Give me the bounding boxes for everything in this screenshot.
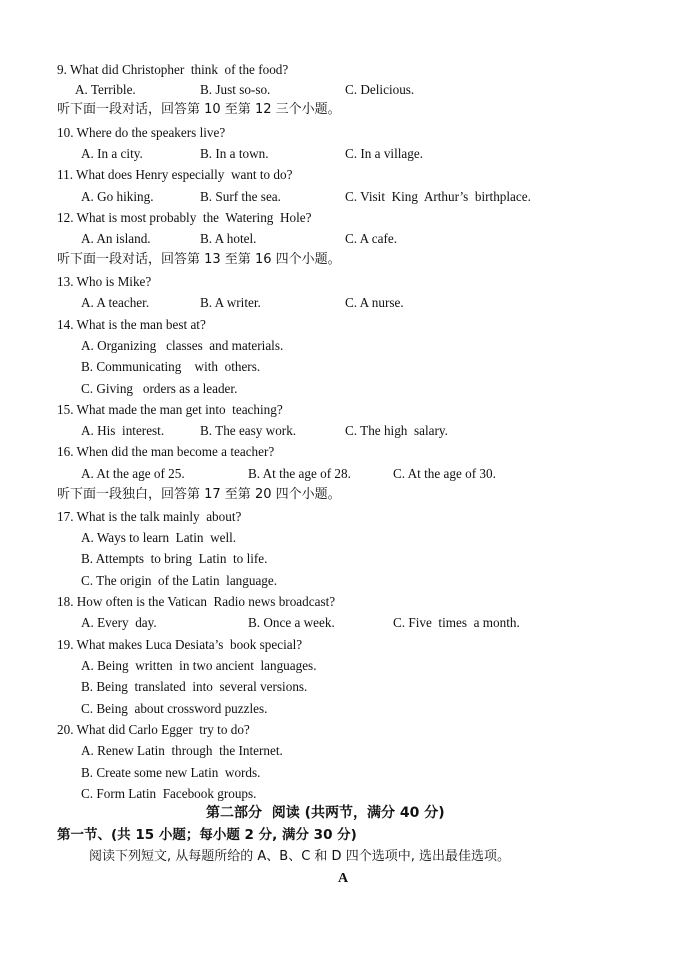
option-9c: C. Delicious. — [345, 82, 415, 97]
section-instruction-13-16: 听下面一段对话，回答第 13 至第 16 四个小题。 — [57, 252, 341, 267]
question-11: 11. What does Henry especially want to do? — [57, 167, 293, 182]
question-19: 19. What makes Luca Desiata’s book special? — [57, 637, 303, 652]
question-13: 13. Who is Mike? — [57, 274, 152, 289]
option-19c: C. Being about crossword puzzles. — [81, 701, 268, 716]
option-10b: B. In a town. — [200, 146, 269, 161]
option-18a: A. Every day. — [81, 615, 157, 630]
option-17b: B. Attempts to bring Latin to life. — [81, 551, 268, 566]
option-9b: B. Just so-so. — [200, 82, 271, 97]
part2-title: 第二部分 阅读 (共两节，满分 40 分) — [206, 805, 445, 821]
section1-heading: 第一节、(共 15 小题；每小题 2 分, 满分 30 分) — [57, 827, 357, 843]
question-18: 18. How often is the Vatican Radio news broadcast? — [57, 594, 336, 609]
section-instruction-17-20: 听下面一段独白，回答第 17 至第 20 四个小题。 — [57, 487, 341, 502]
question-16: 16. When did the man become a teacher? — [57, 444, 275, 459]
option-18b: B. Once a week. — [248, 615, 335, 630]
question-12: 12. What is most probably the Watering Hole? — [57, 210, 312, 225]
passage-letter: A — [338, 871, 349, 886]
question-9: 9. What did Christopher think of the food? — [57, 62, 289, 77]
option-16a: A. At the age of 25. — [81, 466, 185, 481]
option-19b: B. Being translated into several versions. — [81, 679, 308, 694]
section-instruction-10-12: 听下面一段对话，回答第 10 至第 12 三个小题。 — [57, 102, 341, 117]
question-17: 17. What is the talk mainly about? — [57, 509, 242, 524]
option-10a: A. In a city. — [81, 146, 143, 161]
option-10c: C. In a village. — [345, 146, 424, 161]
option-15a: A. His interest. — [81, 423, 165, 438]
option-12a: A. An island. — [81, 231, 151, 246]
option-15b: B. The easy work. — [200, 423, 297, 438]
option-20b: B. Create some new Latin words. — [81, 765, 261, 780]
question-15: 15. What made the man get into teaching? — [57, 402, 283, 417]
option-9a: A. Terrible. — [75, 82, 136, 97]
question-10: 10. Where do the speakers live? — [57, 125, 226, 140]
option-20c: C. Form Latin Facebook groups. — [81, 786, 257, 801]
option-14b: B. Communicating with others. — [81, 359, 261, 374]
option-16c: C. At the age of 30. — [393, 466, 496, 481]
option-13a: A. A teacher. — [81, 295, 150, 310]
option-19a: A. Being written in two ancient languages. — [81, 658, 317, 673]
option-20a: A. Renew Latin through the Internet. — [81, 743, 283, 758]
question-14: 14. What is the man best at? — [57, 317, 206, 332]
option-14c: C. Giving orders as a leader. — [81, 381, 238, 396]
option-11a: A. Go hiking. — [81, 189, 154, 204]
reading-instruction: 阅读下列短文, 从每题所给的 A、B、C 和 D 四个选项中, 选出最佳选项。 — [89, 849, 510, 864]
option-17c: C. The origin of the Latin language. — [81, 573, 278, 588]
option-12c: C. A cafe. — [345, 231, 398, 246]
option-17a: A. Ways to learn Latin well. — [81, 530, 237, 545]
option-16b: B. At the age of 28. — [248, 466, 351, 481]
option-14a: A. Organizing classes and materials. — [81, 338, 284, 353]
option-18c: C. Five times a month. — [393, 615, 520, 630]
option-15c: C. The high salary. — [345, 423, 448, 438]
question-20: 20. What did Carlo Egger try to do? — [57, 722, 250, 737]
option-13b: B. A writer. — [200, 295, 261, 310]
option-11b: B. Surf the sea. — [200, 189, 281, 204]
option-13c: C. A nurse. — [345, 295, 404, 310]
option-12b: B. A hotel. — [200, 231, 257, 246]
option-11c: C. Visit King Arthur’s birthplace. — [345, 189, 531, 204]
